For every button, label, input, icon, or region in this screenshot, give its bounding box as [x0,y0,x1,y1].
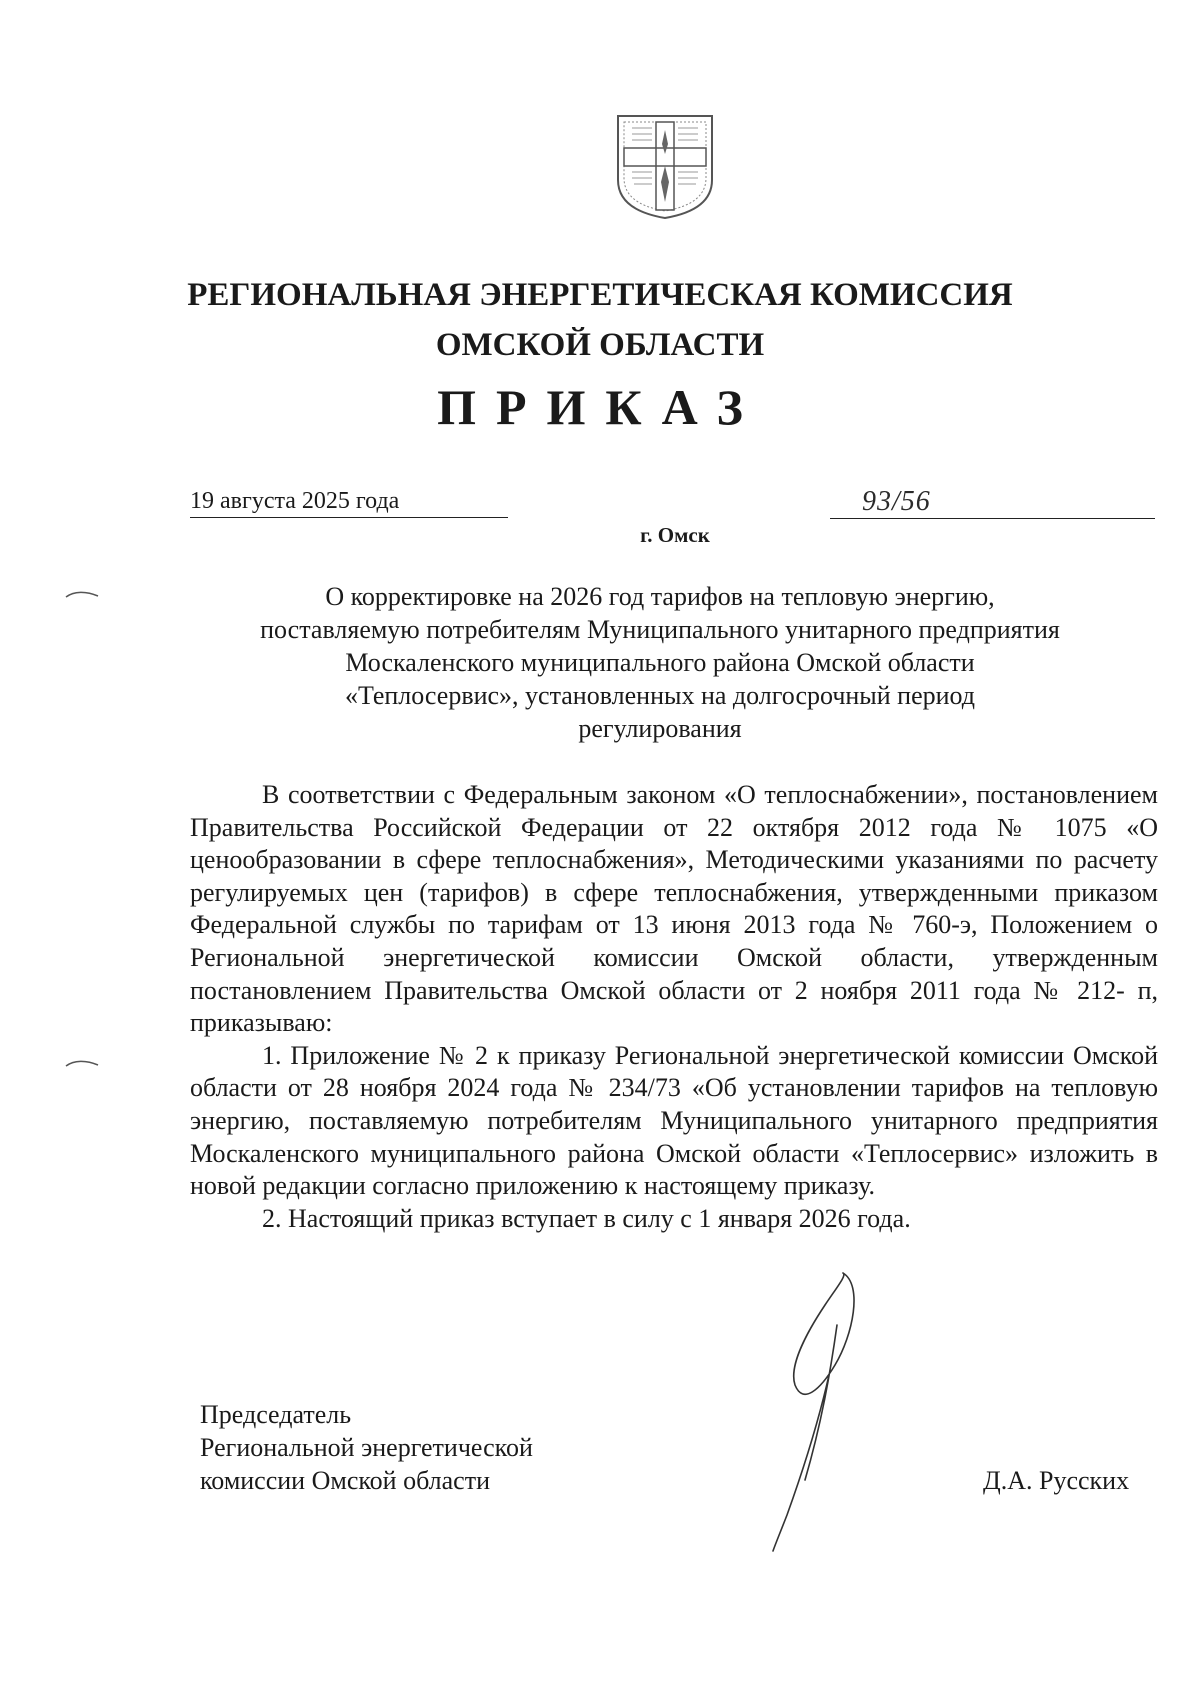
order-item-1: 1. Приложение № 2 к приказу Региональной энергетической комиссии Омской области от 28 ноября 2024 года № 234/73 «Об установлении тарифов на тепловую энергию, поставляемую потребителям Муниципального унитарного предприятия Москаленского муниципального района Омской области «Теплосервис» изложить в новой редакции согласно приложению к настоящему приказу. [190,1040,1158,1201]
document-type-heading: ПРИКАЗ [437,379,763,435]
preamble-paragraph: В соответствии с Федеральным законом «О теплоснабжении», постановлением Правительства Российской Федерации от 22 октября 2012 года № 1075 «О ценообразовании в сфере теплоснабжения», Методическими указаниями по расчету регулируемых цен (тарифов) в сфере теплоснабжения, утвержденными приказом Федеральной службы по тарифам от 13 июня 2013 года № 760-э, Положением о Региональной энергетической комиссии Омской области, утвержденным постановлением Правительства Омской области от 2 ноября 2011 года № 212- п, приказываю: [190,780,1158,1038]
order-title-line: поставляемую потребителям Муниципального унитарного предприятия [260,615,1060,644]
order-number: 93/56 [862,486,931,517]
order-title-line: О корректировке на 2026 год тарифов на тепловую энергию, [325,582,995,611]
organization-name-line1: РЕГИОНАЛЬНАЯ ЭНЕРГЕТИЧЕСКАЯ КОМИССИЯ [187,277,1013,313]
organization-name [150,270,1050,370]
order-title-line: регулирования [578,714,742,743]
omsk-oblast-coat-of-arms-icon [612,110,718,222]
order-item-2: 2. Настоящий приказ вступает в силу с 1 января 2026 года. [262,1203,911,1233]
signer-position-line2: Региональной энергетической [200,1433,533,1462]
signer-position-line1: Председатель [200,1400,352,1429]
order-city: г. Омск [640,523,710,547]
margin-hole-mark [64,1058,100,1068]
order-date: 19 августа 2025 года [190,488,508,518]
signer-position [200,1398,533,1497]
organization-name-line2: ОМСКОЙ ОБЛАСТИ [435,327,765,363]
signer-name: Д.А. Русских [983,1466,1130,1495]
margin-hole-mark [64,589,100,599]
order-title-line: Москаленского муниципального района Омской области [345,648,975,677]
order-body [190,779,1158,1235]
order-title-line: «Теплосервис», установленных на долгосрочный период [344,681,976,710]
order-title [200,580,1120,745]
signer-position-line3: комиссии Омской области [200,1466,490,1495]
handwritten-signature-icon [725,1265,875,1555]
